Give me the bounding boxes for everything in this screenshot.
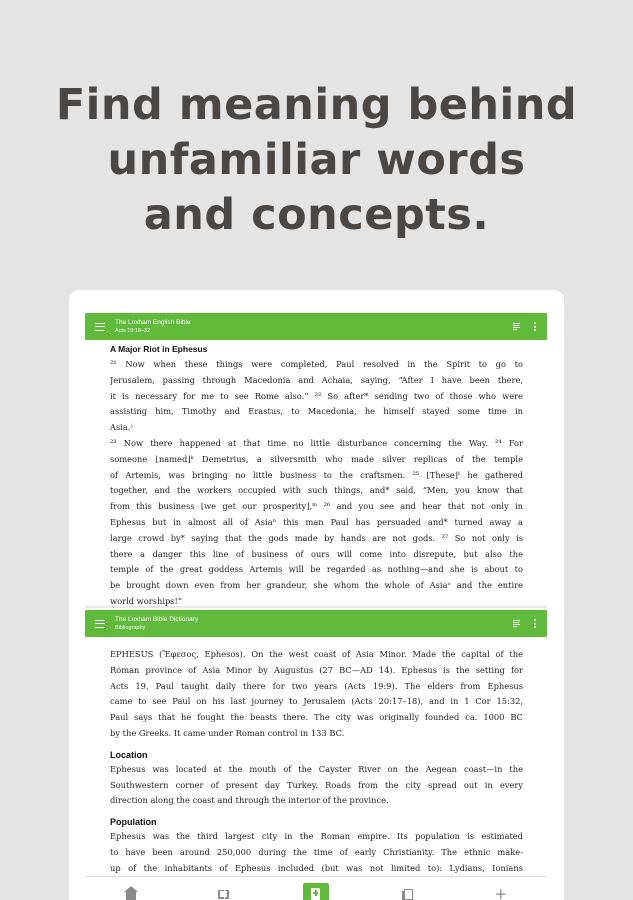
table-of-contents-icon[interactable] [513, 323, 520, 330]
pane-splitter[interactable] [85, 606, 547, 608]
text-line: it is necessary for me to see Rome also.” ²² So after* sending two of those who were [110, 390, 523, 401]
headline [0, 78, 633, 243]
text-line: Paul says that he fought the beasts there. The city was originally founded ca. 1000 BC [110, 712, 523, 723]
location-heading: Location [110, 749, 148, 760]
menu-button[interactable] [85, 610, 115, 637]
headline-line-2: unfamiliar words [107, 135, 526, 185]
reference-subtitle: Acts 19:18–32 [115, 327, 151, 334]
text-line: world worships!” [110, 595, 183, 606]
population-text [110, 829, 523, 876]
bible-text-pane[interactable] [110, 344, 523, 606]
text-line: of Artemis, was bringing no little business to the craftsmen. ²⁵ ⌊These⌋ˡ he gathered [110, 469, 523, 480]
nav-documents[interactable] [395, 883, 421, 900]
bible-passage [110, 357, 523, 606]
text-line: came to see Paul on his last journey to Jerusalem (Acts 20:17–18), and in 1 Cor 15:32, [110, 696, 523, 707]
hamburger-icon [95, 323, 105, 331]
more-options-icon[interactable] [534, 619, 537, 628]
bottom-navigation [85, 876, 547, 900]
text-line: Asia.ʲ [110, 422, 133, 433]
headline-line-1: Find meaning behind [55, 80, 578, 130]
text-line: Ephesus but in almost all of Asiaⁿ this man Paul has persuaded and* turned away a [110, 516, 523, 527]
entry-intro [110, 647, 523, 742]
text-line: ²³ Now there happened at that time no little disturbance concerning the Way. ²⁴ For [110, 437, 523, 448]
population-heading: Population [110, 817, 157, 828]
text-line: ²¹ Now when these things were completed, Paul resolved in the Spirit to go to [110, 359, 523, 369]
text-line: temple of the great goddess Artemis will be regarded as nothing—and she is about to [110, 564, 523, 575]
text-line: by the Greeks. It came under Roman control in 133 BC. [110, 727, 345, 738]
documents-icon [404, 889, 413, 900]
text-line: direction along the coast and through the interior of the province. [110, 795, 389, 806]
text-line: be brought down even from her grandeur, she whom the whole of Asiaᵒ and the entire [110, 580, 523, 591]
text-line: Ephesus was located at the mouth of the Cayster River on the Aegean coast—in the [110, 763, 523, 774]
library-icon [218, 890, 229, 899]
text-line: large crowd by* saying that the gods made by hands are not gods. ²⁷ So not only is [110, 532, 523, 543]
bible-appbar [85, 313, 547, 340]
resource-title: The Lexham Bible Dictionary [115, 615, 199, 623]
dictionary-pane[interactable] [110, 647, 523, 883]
section-heading: A Major Riot in Ephesus [110, 344, 208, 354]
nav-home[interactable] [118, 883, 144, 900]
resource-title: The Lexham English Bible [115, 318, 191, 326]
dictionary-appbar [85, 610, 547, 637]
text-line: up of the inhabitants of Ephesus included (but was not limited to): Lydians, Ionians [110, 862, 523, 873]
text-line: together, and the workers occupied with such things, and* said, “Men, you know that [110, 485, 523, 496]
table-of-contents-icon[interactable] [513, 620, 520, 627]
dictionary-titles[interactable] [115, 615, 513, 633]
text-line: Acts 19. Paul taught daily there for two years (Acts 19:9). The elders from Ephesus [110, 680, 523, 691]
text-line: from this business ⌊we get our prosperity⌋,ᵐ ²⁶ and you see and hear that not only in [110, 501, 523, 512]
location-text [110, 762, 523, 809]
text-line: there a danger this line of business of ours will come into disrepute, but also the [110, 548, 523, 559]
more-options-icon[interactable] [534, 322, 537, 331]
headline-line-3: and concepts. [143, 190, 490, 240]
plus-icon: + [494, 884, 508, 900]
reference-subtitle: Bibliography [115, 624, 146, 631]
nav-add[interactable] [488, 883, 514, 900]
text-line: assisting him, Timothy and Erastus, to Macedonia, he himself stayed some time in [110, 406, 523, 417]
text-line: Southwestern corner of present day Turkey. Roads from the city spread out in every [110, 779, 523, 790]
home-icon [126, 892, 136, 900]
bible-icon [311, 888, 320, 900]
text-line: EPHESUS (Ἔφεσος, Ephesos). On the west coast of Asia Minor. Made the capital of the [110, 649, 523, 659]
hamburger-icon [95, 620, 105, 628]
text-line: to have been around 250,000 during the time of early Christianity. The ethnic make- [110, 846, 523, 857]
bible-titles[interactable] [115, 318, 513, 336]
text-line: Jerusalem, passing through Macedonia and Achaia, saying, “After I have been there, [110, 374, 523, 385]
menu-button[interactable] [85, 313, 115, 340]
text-line: Ephesus was the third largest city in the Roman empire. Its population is estimated [110, 831, 523, 842]
nav-bible[interactable] [303, 883, 329, 900]
nav-library[interactable] [211, 883, 237, 900]
text-line: Roman province of Asia Minor by Augustus (27 BC—AD 14). Ephesus is the setting for [110, 664, 523, 675]
text-line: someone ⌊named⌋ᵏ Demetrius, a silversmith who made silver replicas of the temple [110, 453, 523, 464]
device-screen [69, 290, 564, 900]
